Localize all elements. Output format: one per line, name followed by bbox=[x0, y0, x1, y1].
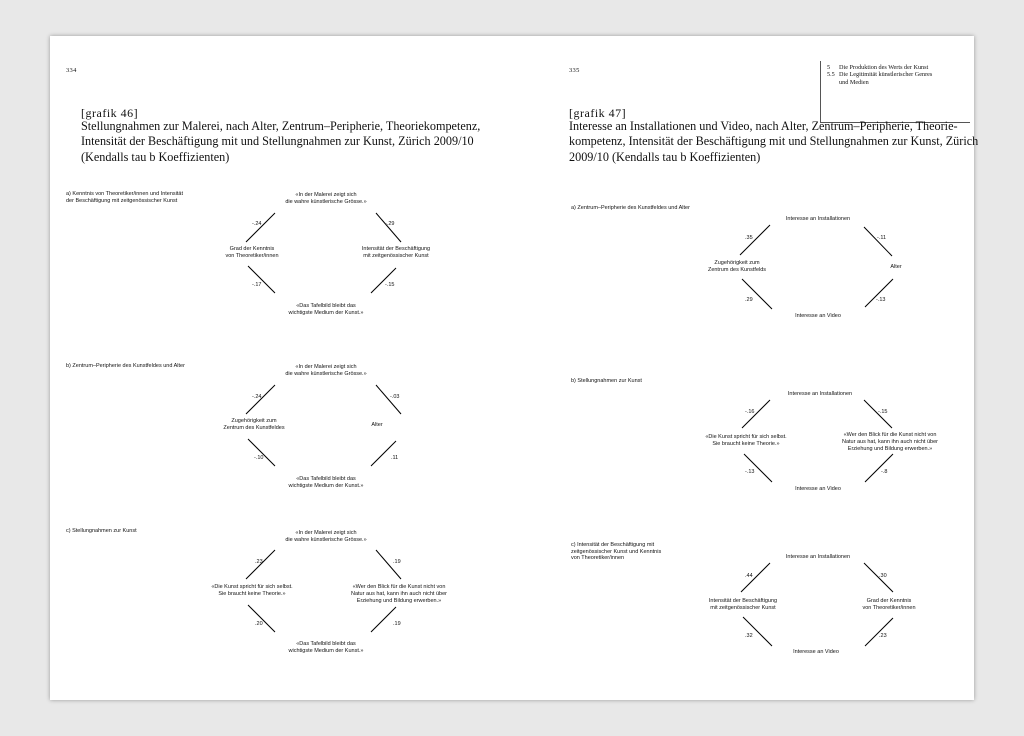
grafik-label: [grafik 46] bbox=[81, 106, 139, 120]
header-section-number: 5.5 bbox=[827, 71, 835, 79]
node-right-line: mit zeitgenössischer Kunst bbox=[363, 253, 429, 259]
coefficient-label: -.24 bbox=[252, 394, 262, 400]
node-bottom-line: wichtigste Medium der Kunst.» bbox=[288, 310, 364, 316]
diagrams-layer bbox=[50, 36, 974, 700]
edge-bottom-left bbox=[742, 279, 772, 309]
edge-bottom-left bbox=[744, 454, 772, 482]
coefficient-label: -.13 bbox=[745, 469, 755, 475]
node-right-line: Erziehung und Bildung erwerben.» bbox=[356, 598, 442, 604]
coefficient-label: -.16 bbox=[745, 409, 755, 415]
page-number: 335 bbox=[569, 67, 580, 74]
node-left-line: Grad der Kenntnis bbox=[229, 246, 275, 252]
diagram-right-c bbox=[709, 554, 916, 655]
caption-line: c) Intensität der Beschäftigung mit bbox=[571, 542, 655, 548]
coefficient-label: .35 bbox=[745, 235, 753, 241]
node-bottom-line: Interesse an Video bbox=[793, 649, 839, 655]
coefficient-label: -.10 bbox=[254, 455, 264, 461]
header-section-number: 5 bbox=[827, 64, 831, 71]
node-right-line: «Wer den Blick für die Kunst nicht von bbox=[352, 584, 446, 590]
edge-bottom-right bbox=[371, 441, 399, 466]
caption-line: c) Stellungnahmen zur Kunst bbox=[66, 528, 137, 534]
coefficient-label: .29 bbox=[745, 297, 753, 303]
node-left-line: Zugehörigkeit zum bbox=[231, 418, 277, 424]
node-top-line: die wahre künstlerische Grösse.» bbox=[285, 537, 367, 543]
edge-bottom-left bbox=[248, 605, 275, 632]
node-right-line: Erziehung und Bildung erwerben.» bbox=[847, 446, 933, 452]
node-bottom-line: wichtigste Medium der Kunst.» bbox=[288, 648, 364, 654]
coefficient-label: .19 bbox=[393, 559, 401, 565]
node-top-line: die wahre künstlerische Grösse.» bbox=[285, 371, 367, 377]
node-top-line: «In der Malerei zeigt sich bbox=[295, 530, 357, 536]
node-bottom-line: «Das Tafelbild bleibt das bbox=[296, 303, 356, 309]
caption-line: b) Stellungnahmen zur Kunst bbox=[571, 378, 642, 384]
node-left-line: «Die Kunst spricht für sich selbst. bbox=[211, 584, 293, 590]
caption-line: zeitgenössischer Kunst und Kenntnis bbox=[571, 548, 662, 555]
node-bottom-line: wichtigste Medium der Kunst.» bbox=[288, 483, 364, 489]
node-top-line: «In der Malerei zeigt sich bbox=[295, 364, 357, 370]
title-line: Interesse an Installationen und Video, nach Alter, Zentrum–Peripherie, Theorie- bbox=[569, 119, 958, 133]
node-bottom-line: «Das Tafelbild bleibt das bbox=[296, 476, 356, 482]
coefficient-label: .32 bbox=[745, 633, 753, 639]
node-right-line: Alter bbox=[371, 422, 383, 428]
node-top-line: Interesse an Installationen bbox=[787, 391, 853, 397]
page-number: 334 bbox=[66, 67, 77, 74]
coefficient-label: .11 bbox=[391, 455, 399, 461]
node-top-line: Interesse an Installationen bbox=[785, 216, 851, 222]
edge-top-right bbox=[376, 213, 401, 242]
node-left-line: Sie braucht keine Theorie.» bbox=[218, 591, 286, 597]
node-left-line: Zentrum des Kunstfeldes bbox=[223, 425, 285, 431]
caption-line: der Beschäftigung mit zeitgenössischer Kunst bbox=[66, 197, 178, 204]
diagram-right-b bbox=[705, 391, 938, 492]
edge-top-left bbox=[246, 213, 275, 242]
book-spread bbox=[50, 36, 979, 700]
caption-line: b) Zentrum–Peripherie des Kunstfeldes und Alter bbox=[66, 363, 185, 369]
node-right-line: «Wer den Blick für die Kunst nicht von bbox=[843, 432, 937, 438]
caption-line: von Theoretiker/innen bbox=[571, 555, 625, 562]
diagram-right-a bbox=[708, 216, 902, 319]
diagram-left-b bbox=[223, 364, 401, 489]
caption-line: a) Kenntnis von Theoretiker/innen und Intensität bbox=[66, 191, 184, 197]
header-section-title: und Medien bbox=[839, 78, 869, 86]
node-left-line: mit zeitgenössischer Kunst bbox=[710, 605, 776, 611]
node-bottom-line: «Das Tafelbild bleibt das bbox=[296, 641, 356, 647]
node-top-line: «In der Malerei zeigt sich bbox=[295, 192, 357, 198]
edge-top-right bbox=[864, 227, 892, 256]
coefficient-label: .30 bbox=[879, 573, 887, 579]
coefficient-label: -.17 bbox=[252, 282, 262, 288]
title-line: kompetenz, Intensität der Beschäftigung mit und Stellungnahmen zur Kunst, Zürich bbox=[569, 134, 979, 149]
title-line: Intensität der Beschäftigung mit und Stellungnahmen zur Kunst, Zürich 2009/10 bbox=[81, 134, 474, 149]
coefficient-label: -.13 bbox=[876, 297, 886, 303]
node-right-line: Alter bbox=[890, 264, 902, 270]
diagram-left-a bbox=[225, 192, 430, 316]
coefficient-label: .19 bbox=[393, 621, 401, 627]
coefficient-label: -.15 bbox=[385, 282, 395, 288]
node-left-line: «Die Kunst spricht für sich selbst. bbox=[705, 434, 787, 440]
node-bottom-line: Interesse an Video bbox=[795, 313, 841, 319]
header-section-title: Die Produktion des Werts der Kunst bbox=[839, 64, 929, 71]
coefficient-label: .23 bbox=[879, 633, 887, 639]
edge-bottom-right bbox=[865, 454, 893, 482]
coefficient-label: -.03 bbox=[390, 394, 400, 400]
coefficient-label: -.15 bbox=[878, 409, 888, 415]
edge-bottom-left bbox=[743, 617, 772, 646]
edge-bottom-right bbox=[865, 618, 893, 646]
node-right-line: von Theoretiker/innen bbox=[862, 605, 916, 611]
coefficient-label: -.8 bbox=[881, 469, 888, 475]
coefficient-label: .44 bbox=[745, 573, 753, 579]
edge-bottom-left bbox=[248, 266, 275, 293]
node-left-line: von Theoretiker/innen bbox=[225, 253, 279, 259]
title-line: 2009/10 (Kendalls tau b Koeffizienten) bbox=[569, 149, 761, 164]
diagram-left-c bbox=[211, 530, 447, 654]
title-line: (Kendalls tau b Koeffizienten) bbox=[81, 149, 230, 164]
grafik-label: [grafik 47] bbox=[569, 106, 627, 120]
node-left-line: Intensität der Beschäftigung bbox=[708, 598, 778, 604]
caption-line: a) Zentrum–Peripherie des Kunstfeldes und Alter bbox=[571, 205, 690, 211]
node-left-line: Sie braucht keine Theorie.» bbox=[712, 441, 780, 447]
edge-bottom-left bbox=[248, 439, 275, 466]
node-right-line: Natur aus hat, kann ihn auch nicht über bbox=[350, 591, 448, 597]
coefficient-label: -.11 bbox=[877, 235, 887, 241]
coefficient-label: .23 bbox=[255, 559, 263, 565]
node-right-line: Natur aus hat, kann ihn auch nicht über bbox=[841, 439, 939, 445]
node-left-line: Zentrum des Kunstfelds bbox=[707, 267, 767, 273]
node-top-line: die wahre künstlerische Grösse.» bbox=[285, 199, 367, 205]
edge-bottom-right bbox=[371, 607, 396, 632]
node-bottom-line: Interesse an Video bbox=[795, 486, 841, 492]
node-right-line: Grad der Kenntnis bbox=[866, 598, 912, 604]
coefficient-label: -.24 bbox=[252, 221, 262, 227]
node-left-line: Zugehörigkeit zum bbox=[714, 260, 760, 266]
header-section-title: Die Legitimität künstlerischer Genres bbox=[839, 71, 933, 79]
node-right-line: Intensität der Beschäftigung bbox=[361, 246, 431, 252]
coefficient-label: .20 bbox=[255, 621, 263, 627]
title-line: Stellungnahmen zur Malerei, nach Alter, Zentrum–Peripherie, Theoriekompetenz, bbox=[81, 119, 481, 133]
edge-bottom-right bbox=[371, 268, 396, 293]
node-top-line: Interesse an Installationen bbox=[785, 554, 851, 560]
coefficient-label: -.29 bbox=[385, 221, 395, 227]
